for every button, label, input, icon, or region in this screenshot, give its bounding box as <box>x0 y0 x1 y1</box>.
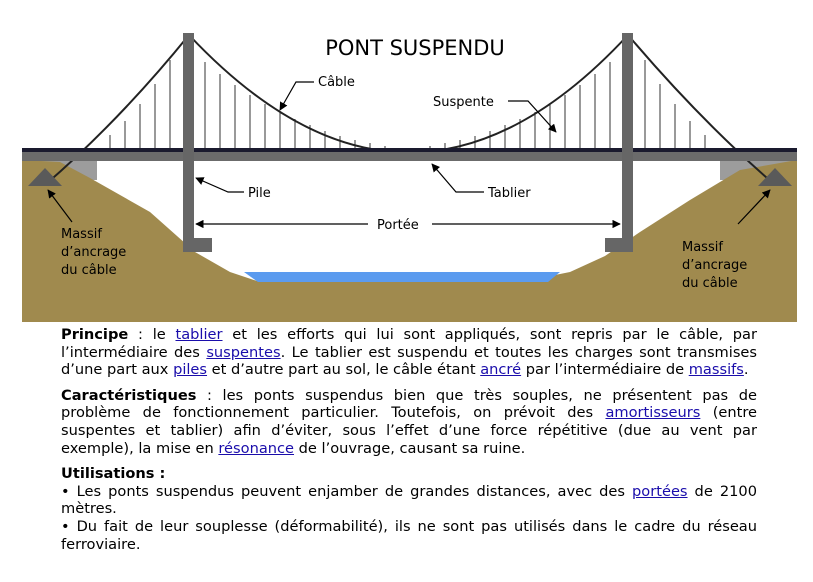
label-pile: Pile <box>248 186 271 201</box>
right-pier-base <box>605 238 623 252</box>
label-portee: Portée <box>377 218 419 233</box>
deck-girder <box>22 151 797 161</box>
label-suspente: Suspente <box>433 95 494 110</box>
link-resonance[interactable]: résonance <box>218 439 295 457</box>
heading-principe: Principe <box>61 326 129 343</box>
link-massifs[interactable]: massifs <box>688 361 744 379</box>
link-piles[interactable]: piles <box>173 361 208 379</box>
label-massif-left: Massif d’ancrage du câble <box>61 227 127 278</box>
link-ancre[interactable]: ancré <box>480 361 522 379</box>
link-amortisseurs[interactable]: amortisseurs <box>605 404 701 422</box>
left-pier-base <box>194 238 212 252</box>
heading-caracteristiques: Caractéristiques <box>61 386 197 404</box>
label-cable: Câble <box>318 75 355 90</box>
label-massif-right: Massif d’ancrage du câble <box>682 240 748 291</box>
link-tablier[interactable]: tablier <box>175 326 223 343</box>
heading-utilisations: Utilisations : <box>61 465 166 483</box>
left-tower <box>183 33 194 252</box>
link-suspentes[interactable]: suspentes <box>206 343 281 361</box>
suspenders <box>110 60 705 150</box>
pointer-pile <box>196 178 244 192</box>
pointer-cable <box>280 82 314 110</box>
label-tablier: Tablier <box>488 186 531 201</box>
diagram-title: PONT SUSPENDU <box>325 36 505 60</box>
ground <box>22 160 797 322</box>
right-tower <box>622 33 633 252</box>
description-text <box>61 326 757 553</box>
pointer-tablier <box>432 164 484 192</box>
bullet-2: • Du fait de leur souplesse (déformabilité), ils ne sont pas utilisés dans le cadre du réseau ferroviaire. <box>61 517 757 553</box>
water <box>244 272 560 282</box>
heading-utilisations-line <box>61 465 757 483</box>
paragraph-caracteristiques: Caractéristiques : les ponts suspendus bien que très souples, ne présentent pas de problème de fonctionnement particulier. Toutefois, on prévoit des amortisseurs (entre suspentes et tablier) afin d’éviter, sous l’effet d’une force répétitive (due au vent par exemple), la mise en résonance de l’ouvrage, causant sa ruine. <box>61 386 757 457</box>
paragraph-principe: Principe : le tablier et les efforts qui lui sont appliqués, sont repris par le câble, par l’intermédiaire des suspentes. Le tablier est suspendu et toutes les charges sont transmises d’une part aux piles et d’autre part au sol, le câble étant ancré par l’intermédiaire de massifs. <box>61 326 758 379</box>
deck-top <box>22 148 797 152</box>
bullet-1: • Les ponts suspendus peuvent enjamber de grandes distances, avec des portées de 2100 mètres. <box>61 482 757 518</box>
link-portees[interactable]: portées <box>632 482 688 500</box>
